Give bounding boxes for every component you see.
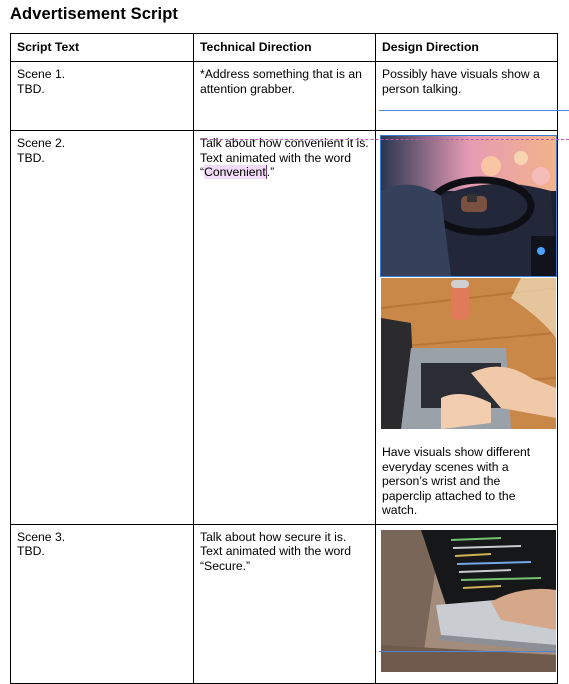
laptop-typing-graphic [381, 278, 556, 429]
scene2-technical-text [200, 136, 369, 180]
scene1-technical-text: *Address something that is an attention grabber. [200, 67, 362, 96]
document-title: Advertisement Script [10, 5, 178, 23]
scene2-technical-pre: Talk about how convenient it is. Text animated with the word “ [200, 136, 369, 179]
highlighted-word[interactable]: Convenient [204, 165, 266, 179]
driving-photo[interactable] [381, 136, 556, 276]
scene2-technical-post: .” [266, 165, 275, 179]
comment-anchor-line [200, 139, 569, 140]
header-script-text[interactable]: Script Text [11, 34, 194, 62]
header-technical-direction[interactable]: Technical Direction [194, 34, 376, 62]
table-row [11, 62, 558, 131]
scene1-design-cell[interactable] [376, 62, 558, 131]
scene2-technical-cell[interactable] [194, 131, 376, 525]
scene2-design-cell[interactable] [376, 131, 558, 525]
scene2-script-text: Scene 2. TBD. [17, 136, 66, 165]
scene3-technical-text: Talk about how secure it is. Text animated with the word “Secure.” [200, 529, 352, 573]
script-table [10, 33, 558, 684]
scene1-script-text: Scene 1. TBD. [17, 67, 66, 96]
scene3-script-text: Scene 3. TBD. [17, 529, 66, 558]
scene3-design-cell[interactable] [376, 524, 558, 683]
scene1-technical-cell[interactable] [194, 62, 376, 131]
image-selection-edge [379, 110, 569, 111]
scene3-technical-cell[interactable] [194, 524, 376, 683]
driving-photo-graphic [381, 136, 556, 276]
table-row [11, 131, 558, 525]
scene2-script-cell[interactable] [11, 131, 194, 525]
scene2-design-text: Have visuals show different everyday scenes with a person’s wrist and the paperclip attached to the watch. [382, 445, 531, 517]
image-bottom-edge [379, 651, 556, 652]
table-row [11, 524, 558, 683]
scene1-script-cell[interactable] [11, 62, 194, 131]
scene1-design-text: Possibly have visuals show a person talking. [382, 67, 540, 96]
scene3-script-cell[interactable] [11, 524, 194, 683]
laptop-typing-photo[interactable] [381, 278, 556, 429]
header-row [11, 34, 558, 62]
header-design-direction[interactable]: Design Direction [376, 34, 558, 62]
